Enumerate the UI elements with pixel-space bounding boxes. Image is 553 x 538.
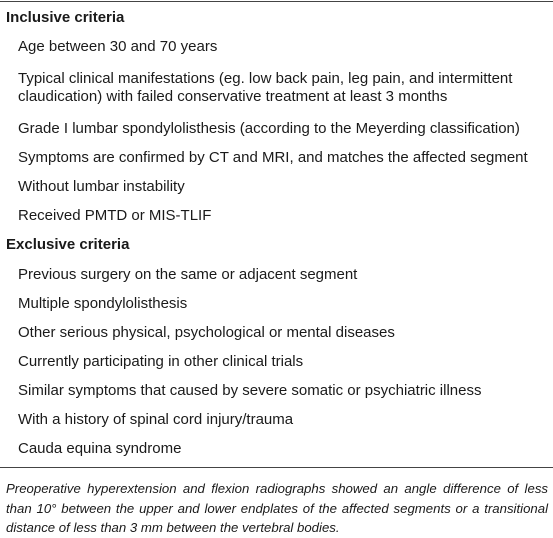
exclusive-item-5: Similar symptoms that caused by severe somatic or psychiatric illness <box>18 382 482 399</box>
exclusive-item-4: Currently participating in other clinical trials <box>18 353 304 370</box>
inclusive-criteria-heading: Inclusive criteria <box>6 9 125 26</box>
exclusive-criteria-heading: Exclusive criteria <box>6 236 130 253</box>
inclusive-item-5: Without lumbar instability <box>18 178 185 195</box>
table-bottom-rule <box>0 467 553 468</box>
inclusive-item-3: Grade I lumbar spondylolisthesis (according to the Meyerding classification) <box>18 120 520 137</box>
exclusive-item-2: Multiple spondylolisthesis <box>18 295 188 312</box>
table-footnote: Preoperative hyperextension and flexion radiographs showed an angle difference of less than 10° between the upper and lower endplates of the affected segments or a transitional distance of less than 3 mm between the vertebral bodies. <box>6 481 548 535</box>
inclusive-item-6: Received PMTD or MIS-TLIF <box>18 207 212 224</box>
exclusive-item-1: Previous surgery on the same or adjacent segment <box>18 266 358 283</box>
inclusive-item-1: Age between 30 and 70 years <box>18 38 218 55</box>
exclusive-item-6: With a history of spinal cord injury/trauma <box>18 411 294 428</box>
exclusive-item-7: Cauda equina syndrome <box>18 440 182 457</box>
exclusive-item-3: Other serious physical, psychological or mental diseases <box>18 324 395 341</box>
inclusive-item-2: Typical clinical manifestations (eg. low back pain, leg pain, and intermittent claudication) with failed conservative treatment at least 3 months <box>18 70 513 105</box>
inclusive-item-4: Symptoms are confirmed by CT and MRI, and matches the affected segment <box>18 149 528 166</box>
table-top-rule <box>0 1 553 2</box>
